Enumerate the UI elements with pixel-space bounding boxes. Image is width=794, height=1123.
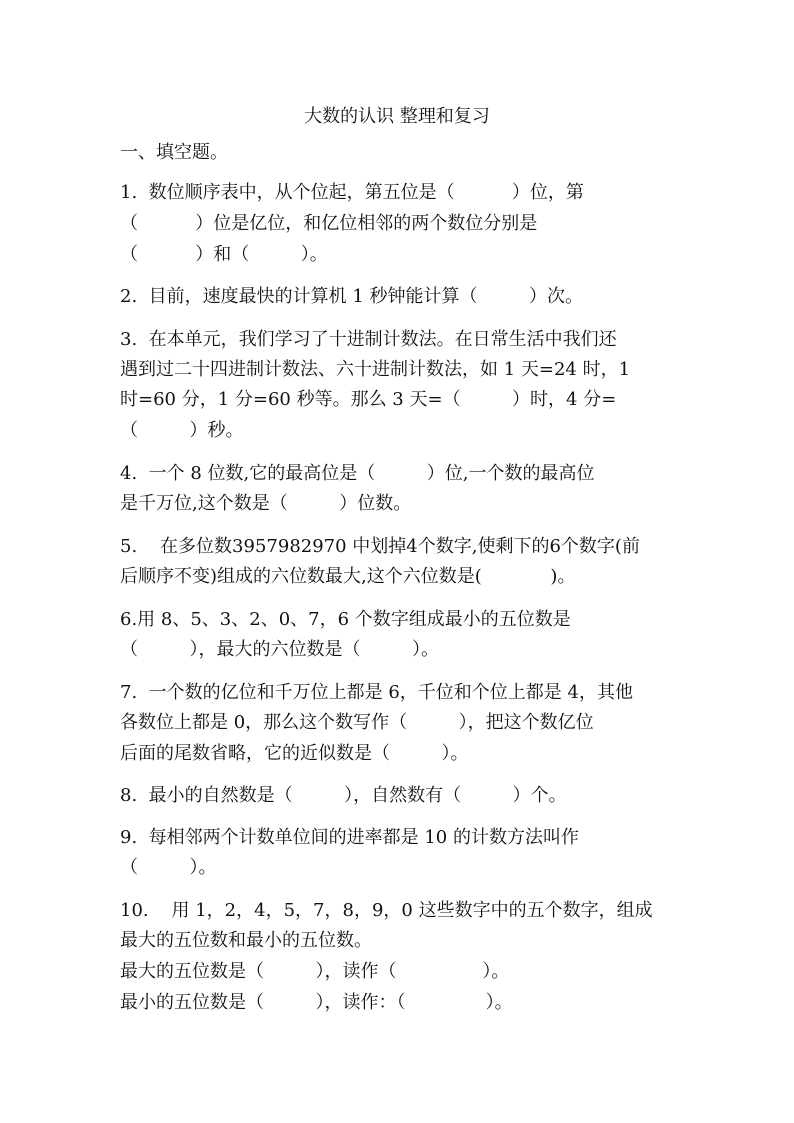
question-1-line-3: （ ）和（ ）。 <box>120 244 328 265</box>
question-4-line-2: 是千万位,这个数是（ ）位数。 <box>120 493 412 514</box>
question-6-line-2: （ ），最大的六位数是（ ）。 <box>120 639 439 660</box>
question-7-line-2: 各数位上都是 0，那么这个数写作（ ），把这个数亿位 <box>120 712 594 733</box>
question-10-line-4: 最小的五位数是（ ），读作：（ ）。 <box>120 992 513 1013</box>
section-heading: 一、填空题。 <box>120 142 228 163</box>
question-9-line-1: 9. 每相邻两个计数单位间的进率都是 10 的计数方法叫作 <box>120 827 579 848</box>
question-10-line-2: 最大的五位数和最小的五位数。 <box>120 930 372 951</box>
question-7-line-3: 后面的尾数省略，它的近似数是（ ）。 <box>120 743 469 764</box>
question-4-line-1: 4. 一个 8 位数,它的最高位是（ ）位,一个数的最高位 <box>120 463 595 484</box>
question-5-line-1: 5. 在多位数3957982970 中划掉4个数字,使剩下的6个数字(前 <box>120 536 640 557</box>
question-1-line-1: 1. 数位顺序表中，从个位起，第五位是（ ）位，第 <box>120 182 584 203</box>
question-3-line-3: 时=60 分，1 分=60 秒等。那么 3 天=（ ）时，4 分= <box>120 389 617 410</box>
question-6-line-1: 6.用 8、5、3、2、0、7，6 个数字组成最小的五位数是 <box>120 609 571 630</box>
question-5-line-2: 后顺序不变)组成的六位数最大,这个六位数是( )。 <box>120 566 576 587</box>
question-10-line-3: 最大的五位数是（ ），读作（ ）。 <box>120 961 510 982</box>
question-3-line-1: 3. 在本单元，我们学习了十进制计数法。在日常生活中我们还 <box>120 329 617 350</box>
question-7-line-1: 7. 一个数的亿位和千万位上都是 6，千位和个位上都是 4，其他 <box>120 682 633 703</box>
question-1-line-2: （ ）位是亿位，和亿位相邻的两个数位分别是 <box>120 213 538 234</box>
question-2-line-1: 2. 目前，速度最快的计算机 1 秒钟能计算（ ）次。 <box>120 286 584 307</box>
question-9-line-2: （ ）。 <box>120 857 217 878</box>
question-3-line-2: 遇到过二十四进制计数法、六十进制计数法，如 1 天=24 时，1 <box>120 359 631 380</box>
question-3-line-4: （ ）秒。 <box>120 420 244 441</box>
question-10-line-1: 10. 用 1，2，4，5，7，8，9，0 这些数字中的五个数字，组成 <box>120 900 653 921</box>
question-8-line-1: 8. 最小的自然数是（ ），自然数有（ ）个。 <box>120 785 567 806</box>
page-title: 大数的认识 整理和复习 <box>304 106 490 127</box>
